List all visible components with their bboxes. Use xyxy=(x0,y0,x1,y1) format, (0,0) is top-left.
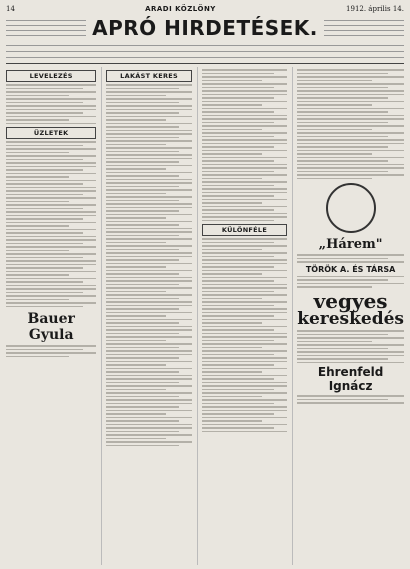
vegyes-word: vegyes xyxy=(313,288,388,313)
unreadable-small-print xyxy=(297,276,404,288)
issue-date: 1912. április 14. xyxy=(346,5,404,13)
unreadable-small-print xyxy=(6,345,96,357)
unreadable-small-print xyxy=(297,254,404,263)
unreadable-small-print xyxy=(297,330,404,363)
unreadable-small-print xyxy=(6,141,96,307)
heading-levelezes: LEVELEZÉS xyxy=(6,70,96,82)
unreadable-small-print xyxy=(202,69,287,221)
column-2 xyxy=(101,67,191,565)
terms-notice xyxy=(6,42,404,60)
column-1 xyxy=(6,67,96,565)
unreadable-small-print xyxy=(202,238,287,432)
column-4 xyxy=(292,67,404,565)
unreadable-small-print xyxy=(297,395,404,404)
masthead: ARADI KÖZLÖNY xyxy=(145,5,216,13)
heading-kulonfele: KÜLÖNFÉLE xyxy=(202,224,287,236)
unreadable-small-print xyxy=(106,84,191,446)
bauer-ad: Bauer Gyula xyxy=(27,311,75,343)
page-header xyxy=(6,4,404,14)
ehrenfeld-ad: Ehrenfeld Ignácz xyxy=(317,365,384,394)
harem-ad: „Hárem" xyxy=(318,237,383,252)
circular-stamp-ad xyxy=(326,183,376,233)
heading-lakast-keres: LAKÁST KERES xyxy=(106,70,191,82)
column-3 xyxy=(197,67,287,565)
torok-ad: TÖRÖK A. ÉS TÁRSA xyxy=(305,264,396,274)
title-band xyxy=(6,16,404,40)
rate-box-left xyxy=(6,18,86,38)
rate-box-right xyxy=(324,18,404,38)
heading-uzletek: ÜZLETEK xyxy=(6,127,96,139)
unreadable-small-print xyxy=(6,84,96,124)
unreadable-small-print xyxy=(297,69,404,179)
section-title: APRÓ HIRDETÉSEK. xyxy=(92,16,318,40)
kereskedes-word: kereskedés xyxy=(297,308,404,329)
ad-columns xyxy=(6,63,404,565)
page-number: 14 xyxy=(6,5,15,13)
